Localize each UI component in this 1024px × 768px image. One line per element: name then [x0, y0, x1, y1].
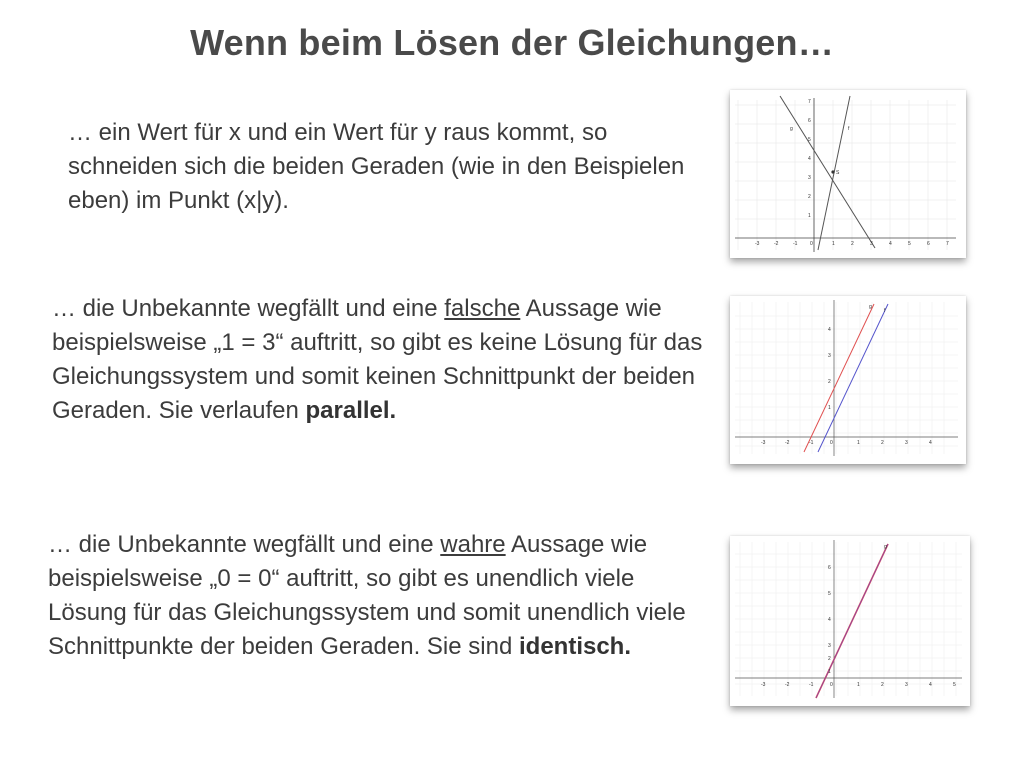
- svg-text:5: 5: [828, 591, 831, 597]
- svg-text:-3: -3: [761, 682, 766, 688]
- svg-text:3: 3: [808, 175, 811, 181]
- svg-text:1: 1: [857, 440, 860, 446]
- svg-text:1: 1: [832, 241, 835, 247]
- svg-text:-3: -3: [755, 241, 760, 247]
- line-label-g: g: [869, 304, 872, 310]
- paragraph-text-middle: Aussage wie beispielsweise „0 = 0“ auftritt, so gibt es unendlich viele Lösung für das Gleichungssystem und somit unendlich viele Schnittpunkte der beiden Geraden. Sie sind: [48, 531, 686, 660]
- svg-text:-1: -1: [809, 440, 814, 446]
- svg-text:2: 2: [828, 656, 831, 662]
- svg-text:3: 3: [828, 643, 831, 649]
- paragraph-parallel: [52, 292, 712, 428]
- svg-text:7: 7: [808, 99, 811, 105]
- line-label-f: f: [848, 126, 850, 132]
- graph-intersecting-lines: [730, 90, 966, 258]
- svg-text:0: 0: [810, 241, 813, 247]
- svg-text:1: 1: [808, 213, 811, 219]
- graph-svg: [730, 296, 966, 464]
- svg-text:-1: -1: [793, 241, 798, 247]
- svg-text:-3: -3: [761, 440, 766, 446]
- line-label-g: g: [790, 126, 793, 132]
- svg-text:5: 5: [808, 137, 811, 143]
- paragraph-text-middle: Aussage wie beispielsweise „1 = 3“ auftritt, so gibt es keine Lösung für das Gleichungssystem und somit keinen Schnittpunkt der beiden Geraden. Sie verlaufen: [52, 295, 703, 424]
- graph-svg: [730, 90, 966, 258]
- paragraph-text-start: … die Unbekannte wegfällt und eine: [48, 531, 441, 558]
- svg-text:6: 6: [808, 118, 811, 124]
- underlined-word: falsche: [444, 295, 521, 322]
- svg-text:7: 7: [946, 241, 949, 247]
- paragraph-intersecting: [68, 116, 718, 218]
- graph-svg: [730, 536, 970, 706]
- grid: [735, 542, 962, 696]
- bold-keyword: identisch.: [518, 633, 632, 660]
- svg-text:4: 4: [929, 440, 932, 446]
- svg-text:-2: -2: [785, 682, 790, 688]
- line-g: [780, 96, 875, 248]
- svg-text:1: 1: [828, 669, 831, 675]
- intersection-point: [831, 170, 834, 173]
- paragraph-identical: [48, 528, 708, 664]
- svg-text:3: 3: [905, 682, 908, 688]
- svg-text:2: 2: [808, 194, 811, 200]
- svg-text:-1: -1: [809, 682, 814, 688]
- svg-text:0: 0: [830, 682, 833, 688]
- svg-text:6: 6: [927, 241, 930, 247]
- svg-text:5: 5: [908, 241, 911, 247]
- line-label-g: g: [884, 544, 887, 550]
- grid: [735, 100, 956, 250]
- svg-text:3: 3: [870, 241, 873, 247]
- svg-text:5: 5: [953, 682, 956, 688]
- paragraph-text: … ein Wert für x und ein Wert für y raus kommt, so schneiden sich die beiden Geraden (wie in den Beispielen eben) im Punkt (x|y).: [68, 119, 685, 214]
- svg-text:1: 1: [857, 682, 860, 688]
- x-tick-labels: [761, 440, 932, 446]
- page-title: Wenn beim Lösen der Gleichungen…: [190, 22, 834, 63]
- underlined-word: wahre: [440, 531, 506, 558]
- line-g: [804, 304, 874, 452]
- line-label-f: f: [884, 308, 886, 314]
- svg-text:4: 4: [828, 327, 831, 333]
- svg-text:2: 2: [851, 241, 854, 247]
- graph-identical-lines: [730, 536, 970, 706]
- svg-text:3: 3: [828, 353, 831, 359]
- svg-text:6: 6: [828, 565, 831, 571]
- svg-text:-2: -2: [785, 440, 790, 446]
- svg-text:4: 4: [828, 617, 831, 623]
- point-label: S: [836, 170, 840, 176]
- bold-keyword: parallel.: [305, 397, 397, 424]
- svg-text:4: 4: [929, 682, 932, 688]
- svg-text:2: 2: [881, 440, 884, 446]
- svg-text:4: 4: [889, 241, 892, 247]
- grid: [735, 302, 958, 454]
- x-tick-labels: [761, 682, 956, 688]
- svg-text:1: 1: [828, 405, 831, 411]
- svg-text:3: 3: [905, 440, 908, 446]
- x-tick-labels: [755, 241, 949, 247]
- y-tick-labels: [828, 565, 831, 675]
- graph-parallel-lines: [730, 296, 966, 464]
- svg-text:2: 2: [828, 379, 831, 385]
- svg-text:4: 4: [808, 156, 811, 162]
- y-tick-labels: [808, 99, 811, 219]
- svg-text:0: 0: [830, 440, 833, 446]
- paragraph-text-start: … die Unbekannte wegfällt und eine: [52, 295, 445, 322]
- svg-text:-2: -2: [774, 241, 779, 247]
- svg-text:2: 2: [881, 682, 884, 688]
